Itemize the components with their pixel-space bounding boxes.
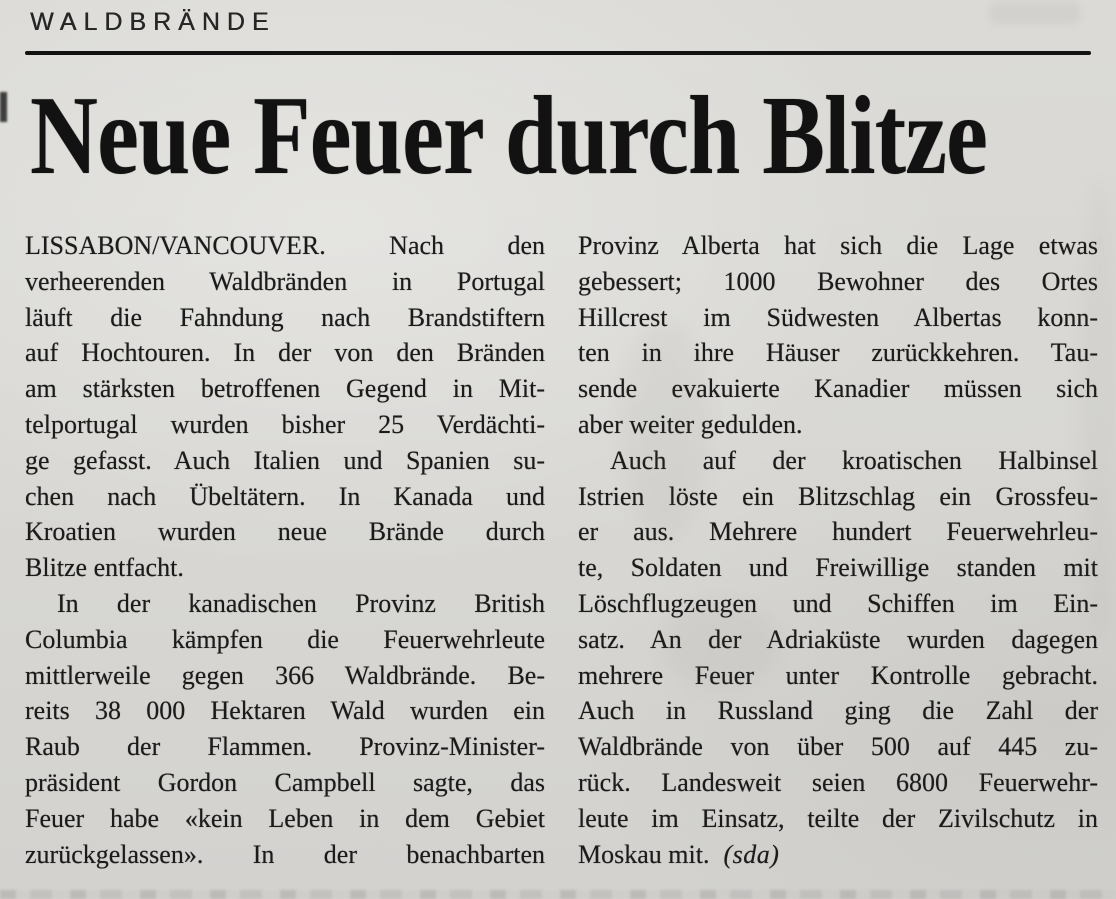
text-line: er aus. Mehrere hundert Feuerwehrleu- [578,517,1098,547]
text-line: chen nach Übeltätern. In Kanada und [25,481,545,511]
text-line: LISSABON/VANCOUVER. Nach den [25,231,545,260]
text-line [578,837,1098,873]
section-rule [25,51,1091,55]
bleedthrough-smudge [990,2,1080,24]
text-line: Columbia kämpfen die Feuerwehrleute [25,624,545,654]
text-line: aber weiter gedulden. [578,409,803,439]
text-line: Waldbrände von über 500 auf 445 zu- [578,732,1098,762]
text-line: läuft die Fahndung nach Brandstiftern [25,302,545,332]
text-line: sende evakuierte Kanadier müssen sich [578,374,1098,404]
page-edge-artifact [0,92,7,122]
text-line: te, Soldaten und Freiwillige standen mit [578,553,1098,583]
article-body [25,228,1098,872]
text-line: leute im Einsatz, teilte der Zivilschutz in [578,803,1098,833]
credit-tag: (sda) [723,839,780,869]
text-line: zurückgelassen». In der benachbarten [25,839,545,869]
text-line: ge gefasst. Auch Italien und Spanien su- [25,445,545,475]
text-line: Istrien löste ein Blitzschlag ein Grossfeu- [578,481,1098,511]
section-kicker: WALDBRÄNDE [30,8,276,36]
text-line: telportugal wurden bisher 25 Verdächti- [25,409,545,439]
text-line: Provinz Alberta hat sich die Lage etwas [578,231,1098,260]
bleedthrough-smudge [1080,180,1116,640]
text-line: am stärksten betroffenen Gegend in Mit- [25,374,545,404]
text-line: Hillcrest im Südwesten Albertas konn- [578,302,1098,332]
text-line: Kroatien wurden neue Brände durch [25,517,545,547]
text-line: gebessert; 1000 Bewohner des Ortes [578,266,1098,296]
text-line: auf Hochtouren. In der von den Bränden [25,338,545,368]
text-line: präsident Gordon Campbell sagte, das [25,767,545,797]
text-line: Auch auf der kroatischen Halbinsel [610,445,1098,475]
headline: Neue Feuer durch Blitze [30,74,988,198]
text-line: Auch in Russland ging die Zahl der [578,696,1098,726]
bleedthrough-smudge [660,600,780,690]
closing-text: Moskau mit. [578,839,710,869]
text-line: Feuer habe «kein Leben in dem Gebiet [25,803,545,833]
text-line: rück. Landesweit seien 6800 Feuerwehr- [578,767,1098,797]
text-line: mittlerweile gegen 366 Waldbrände. Be- [25,660,545,690]
text-line: ten in ihre Häuser zurückkehren. Tau- [578,338,1098,368]
bottom-cutoff-artifact [0,890,1116,899]
text-line: satz. An der Adriaküste wurden dagegen [578,624,1098,654]
text-line: Löschflugzeugen und Schiffen im Ein- [578,588,1098,618]
text-line: mehrere Feuer unter Kontrolle gebracht. [578,660,1098,690]
text-line: In der kanadischen Provinz British [57,588,545,618]
bleedthrough-smudge [620,320,710,540]
text-line: Blitze entfacht. [25,553,184,583]
article-column-1 [25,228,545,872]
text-line: verheerenden Waldbränden in Portugal [25,266,545,296]
text-line: Raub der Flammen. Provinz-Minister- [25,732,545,762]
text-line: reits 38 000 Hektaren Wald wurden ein [25,696,545,726]
